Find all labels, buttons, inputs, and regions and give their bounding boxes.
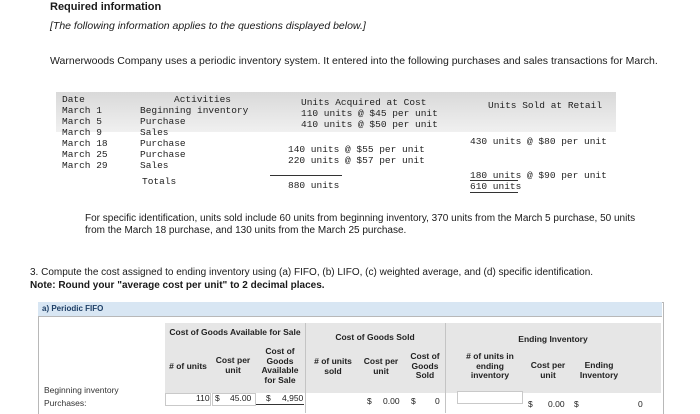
dollar-sign: $ [411,396,416,406]
required-info-note: [The following information applies to the questions displayed below.] [50,20,366,32]
tx-activity: Purchase [140,116,186,127]
tx-activity: Purchase [140,149,186,160]
question-note: Note: Round your "average cost per unit" to 2 decimal places. [30,280,325,291]
tx-total-acquired-rule [270,175,342,176]
group-header-available: Cost of Goods Available for Sale [169,327,301,337]
tx-totals-label: Totals [142,176,177,187]
tx-acquired: 110 units @ $45 per unit [301,108,438,119]
units-value: 110 [196,393,210,403]
tx-total-sold: 610 units [470,181,522,192]
tx-activity: Sales [140,127,169,138]
tx-total-sold-underline [470,192,518,193]
required-info-title: Required information [50,1,162,13]
tx-date: March 25 [62,149,108,160]
tx-header-date: Date [62,94,85,105]
col-header-cost-per-unit-sold: Cost per unit [363,356,399,376]
row-label-beginning-inventory: Beginning inventory [44,385,119,395]
tx-activity: Sales [140,160,169,171]
question-3: 3. Compute the cost assigned to ending inventory using (a) FIFO, (b) LIFO, (c) weighted average, and (d) specific identification. [30,267,594,278]
dollar-sign: $ [528,399,533,409]
col-header-units: # of units [169,361,207,371]
fifo-panel-header [38,302,662,317]
tx-header-acquired: Units Acquired at Cost [301,97,427,108]
tx-date: March 1 [62,105,102,116]
cogs-cost-per-unit-value: 0.00 [383,396,400,406]
col-header-ending-inventory: Ending Inventory [579,360,619,380]
ending-inventory-value: 0 [638,399,643,409]
tx-date: March 18 [62,138,108,149]
col-header-units-ending: # of units in ending inventory [466,351,514,380]
tx-activity: Beginning inventory [140,105,249,116]
tx-acquired: 140 units @ $55 per unit [288,144,425,155]
dollar-sign: $ [574,399,579,409]
intro-text: Warnerwoods Company uses a periodic inventory system. It entered into the following purchases and sales transactions for March. [50,55,658,67]
tx-date: March 9 [62,127,102,138]
units-ending-input[interactable] [457,391,523,404]
col-header-cost-per-unit: Cost per unit [215,355,251,375]
tx-total-acquired: 880 units [288,180,340,191]
dollar-sign: $ [367,396,372,406]
cost-per-unit-value: 45.00 [230,393,252,403]
tx-sold: 180 units @ $90 per unit [470,170,607,181]
col-header-cogs: Cost of Goods Sold [410,351,440,380]
tx-header-activities: Activities [174,94,232,105]
col-header-cost-per-unit-ending: Cost per unit [530,360,566,380]
fifo-panel-label: a) Periodic FIFO [42,304,104,313]
tx-date: March 29 [62,160,108,171]
col-header-cogas: Cost of Goods Available for Sale [261,346,299,385]
tx-date: March 5 [62,116,102,127]
group-header-cogs: Cost of Goods Sold [335,332,415,342]
cogas-value: 4,950 [282,393,304,403]
cogas-underline [256,404,304,405]
tx-sold: 430 units @ $80 per unit [470,136,607,147]
tx-header-sold: Units Sold at Retail [488,100,603,111]
tx-activity: Purchase [140,138,186,149]
dollar-sign: $ [266,393,271,403]
transactions-table [56,92,616,199]
tx-acquired: 220 units @ $57 per unit [288,155,425,166]
ending-cost-per-unit-value: 0.00 [548,399,565,409]
group-header-ending: Ending Inventory [518,334,588,344]
cogs-value: 0 [435,396,440,406]
col-header-units-sold: # of units sold [314,356,352,376]
row-label-purchases: Purchases: [44,398,87,408]
dollar-sign: $ [215,393,220,403]
specific-identification-text: For specific identification, units sold include 60 units from beginning inventory, 370 units from the March 5 purchase, 50 units from the March 18 purchase, and 130 units from the March 25 purchase. [85,213,636,236]
tx-acquired: 410 units @ $50 per unit [301,119,438,130]
